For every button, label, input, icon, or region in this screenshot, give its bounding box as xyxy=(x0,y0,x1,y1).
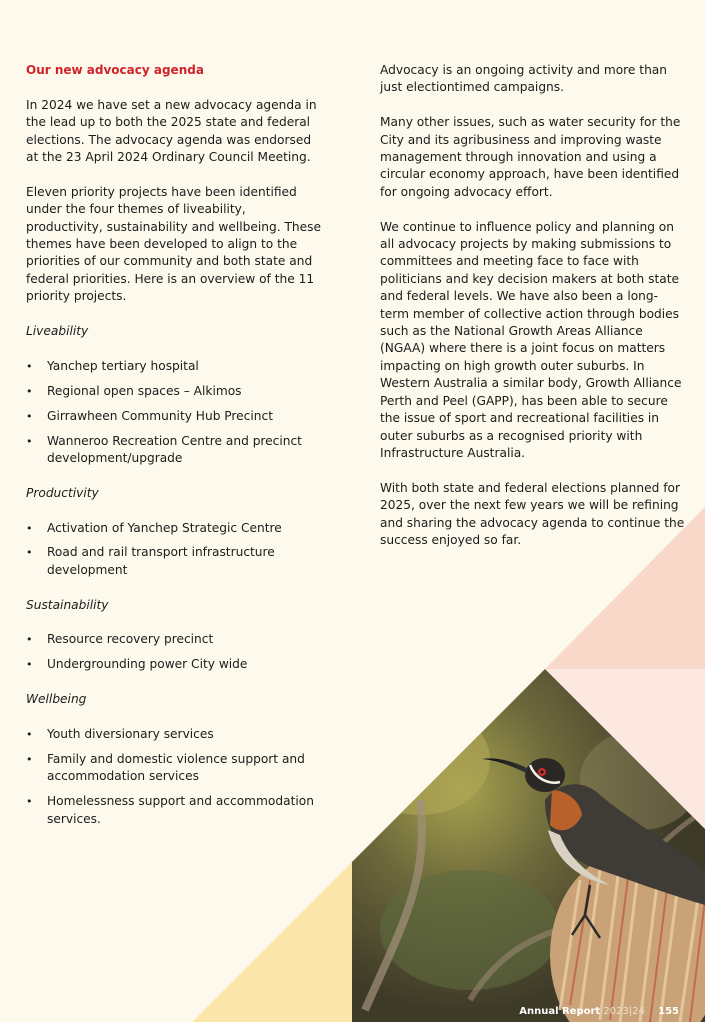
list-item: • Road and rail transport infrastructure development xyxy=(26,544,326,579)
list-item: • Homelessness support and accommodation services. xyxy=(26,793,326,828)
report-year: 2023|24 xyxy=(603,1006,645,1017)
right-paragraph: With both state and federal elections planned for 2025, over the next few years we will be refining and sharing the advocacy agenda to continue the success enjoyed so far. xyxy=(380,480,685,547)
yellow-triangle xyxy=(192,862,352,1022)
intro-paragraph: In 2024 we have set a new advocacy agenda in the lead up to both the 2025 state and federal elections. The advocacy agenda was endorsed at the 23 April 2024 Ordinary Council Meeting. xyxy=(26,97,317,165)
list-item: • Yanchep tertiary hospital xyxy=(26,358,326,375)
page-footer xyxy=(519,1006,679,1017)
theme-title-liveability: Liveability xyxy=(26,324,89,339)
list-item: • Regional open spaces – Alkimos xyxy=(26,383,326,400)
theme-title-productivity: Productivity xyxy=(26,485,99,500)
list-item: • Undergrounding power City wide xyxy=(26,656,326,673)
right-column xyxy=(380,62,685,567)
page-number: 155 xyxy=(658,1006,679,1017)
list-item: • Girrawheen Community Hub Precinct xyxy=(26,408,326,425)
theme-title-wellbeing: Wellbeing xyxy=(26,692,87,707)
right-paragraph: Advocacy is an ongoing activity and more than just electiontimed campaigns. xyxy=(380,63,667,95)
list-item: • Family and domestic violence support and accommodation services xyxy=(26,751,326,786)
list-item: • Wanneroo Recreation Centre and precinct development/upgrade xyxy=(26,433,326,468)
list-item: • Activation of Yanchep Strategic Centre xyxy=(26,520,326,537)
list-item: • Resource recovery precinct xyxy=(26,631,326,648)
sustainability-list xyxy=(26,631,326,673)
theme-title-sustainability: Sustainability xyxy=(26,597,109,612)
wellbeing-list xyxy=(26,726,326,828)
liveability-list xyxy=(26,358,326,468)
right-paragraph: We continue to influence policy and planning on all advocacy projects by making submissions to committees and meeting face to face with politicians and key decision makers at both state and federal levels. We have also been a long-term member of collective action through bodies such as the National Growth Areas Alliance (NGAA) where there is a joint focus on matters impacting on high growth outer suburbs. In Western Australia a similar body, Growth Alliance Perth and Peel (GAPP), has been able to secure the issue of sport and recreational facilities in outer suburbs as a recognised priority with Infrastructure Australia. xyxy=(380,219,682,460)
right-paragraph: Many other issues, such as water security for the City and its agribusiness and improving waste management through innovation and using a circular economy approach, have been identified for ongoing advocacy effort. xyxy=(380,115,681,199)
overview-paragraph: Eleven priority projects have been identified under the four themes of liveability, productivity, sustainability and wellbeing. These themes have been developed to align to the priorities of our community and both state and federal priorities. Here is an overview of the 11 priority projects. xyxy=(26,184,321,304)
list-item: • Youth diversionary services xyxy=(26,726,326,743)
section-heading: Our new advocacy agenda xyxy=(26,63,204,77)
report-label: Annual Report xyxy=(519,1006,601,1017)
productivity-list xyxy=(26,520,326,580)
left-column xyxy=(26,62,326,845)
